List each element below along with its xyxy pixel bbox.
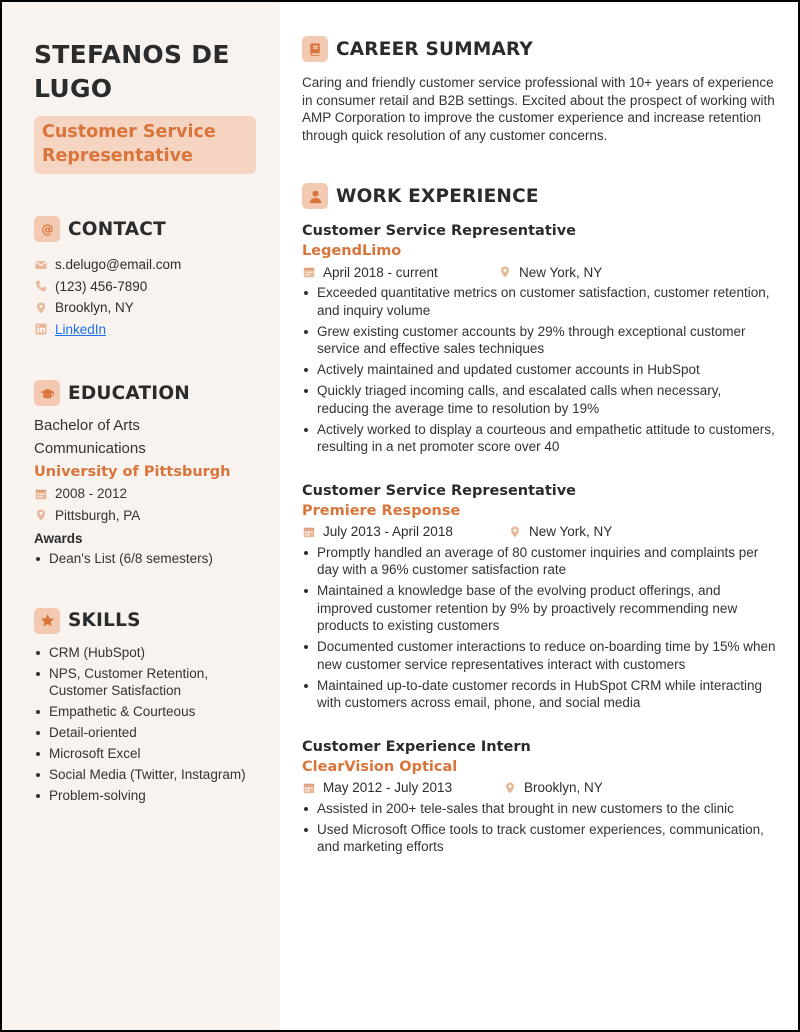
- job-title: Customer Service Representative: [302, 482, 577, 499]
- skill-item: Problem-solving: [34, 787, 258, 805]
- phone-text: (123) 456-7890: [55, 278, 148, 294]
- user-icon: [302, 183, 328, 209]
- awards-label: Awards: [34, 531, 83, 546]
- job-bullet: Maintained up-to-date customer records in HubSpot CRM while interacting with customers across email, phone, and social media: [302, 677, 776, 712]
- graduation-cap-icon: [34, 380, 60, 406]
- calendar-icon: [34, 487, 47, 500]
- job-dates: May 2012 - July 2013: [323, 780, 453, 795]
- name-line-1: STEFANOS DE: [34, 40, 230, 69]
- role-badge: [34, 116, 256, 174]
- job-title: Customer Experience Intern: [302, 738, 531, 755]
- award-item: Dean's List (6/8 semesters): [34, 550, 258, 568]
- map-pin-icon: [34, 509, 47, 522]
- job-location-text: New York, NY: [529, 524, 613, 539]
- job-company: LegendLimo: [302, 243, 402, 259]
- resume-page: [2, 2, 798, 1030]
- contact-email: [34, 254, 258, 276]
- job-meta: [302, 523, 776, 541]
- calendar-icon: [302, 781, 315, 794]
- degree-line-2: Communications: [34, 440, 146, 457]
- degree: [34, 414, 258, 460]
- summary-heading: [302, 36, 776, 62]
- linkedin-link[interactable]: LinkedIn: [55, 321, 107, 337]
- education-dates-text: 2008 - 2012: [55, 486, 128, 502]
- skills-title: SKILLS: [68, 610, 141, 631]
- job-dates: April 2018 - current: [323, 264, 438, 280]
- summary-text: Caring and friendly customer service professional with 10+ years of experience in consumer retail and B2B settings. Excited about the prospect of working with AMP Corporation to improve the customer experience and increase retention through quick resolution of any customer concerns.: [302, 75, 775, 143]
- job-bullets: [302, 544, 776, 712]
- jobs-list: [302, 223, 776, 856]
- phone-icon: [34, 280, 47, 293]
- skill-item: NPS, Customer Retention, Customer Satisfaction: [34, 665, 258, 700]
- job-dates: July 2013 - April 2018: [323, 524, 453, 539]
- contact-location: [34, 297, 258, 319]
- job-bullet: Quickly triaged incoming calls, and escalated calls when necessary, reducing the average time to resolution by 19%: [302, 382, 776, 417]
- job-title: Customer Service Representative: [302, 223, 577, 239]
- job-bullet: Grew existing customer accounts by 29% through exceptional customer service and effective sales techniques: [302, 323, 776, 358]
- skill-item: Microsoft Excel: [34, 745, 258, 763]
- job-bullet: Actively worked to display a courteous and empathetic attitude to customers, resulting in a net promoter score over 40: [302, 421, 776, 456]
- candidate-name: [34, 38, 258, 106]
- job-bullet: Promptly handled an average of 80 customer inquiries and complaints per day with a 96% customer satisfaction rate: [302, 544, 776, 579]
- skill-item: CRM (HubSpot): [34, 644, 258, 662]
- job-location: [498, 265, 602, 280]
- sidebar: [2, 2, 280, 1030]
- job-bullets: [302, 284, 776, 456]
- education-dates: [34, 483, 258, 505]
- work-title: WORK EXPERIENCE: [336, 185, 539, 207]
- job-meta: [302, 779, 776, 797]
- education-heading: [34, 380, 258, 406]
- contact-phone: [34, 276, 258, 298]
- skills-list: [34, 644, 258, 805]
- svg-text:@: @: [40, 222, 54, 237]
- job-company: ClearVision Optical: [302, 758, 458, 775]
- job-entry: [302, 739, 776, 856]
- school-name: University of Pittsburgh: [34, 464, 231, 480]
- skill-item: Detail-oriented: [34, 724, 258, 742]
- education-title: EDUCATION: [68, 382, 190, 404]
- job-location-text: Brooklyn, NY: [524, 780, 603, 795]
- contact-title: CONTACT: [68, 218, 166, 240]
- map-pin-icon: [508, 525, 521, 538]
- summary-title: CAREER SUMMARY: [336, 38, 534, 60]
- linkedin-icon: [34, 323, 47, 336]
- skill-item: Empathetic & Courteous: [34, 703, 258, 721]
- email-text: s.delugo@email.com: [55, 257, 182, 273]
- job-company: Premiere Response: [302, 502, 461, 519]
- job-location-text: New York, NY: [519, 264, 603, 280]
- skills-heading: [34, 608, 258, 634]
- education-location: [34, 505, 258, 527]
- contact-heading: [34, 216, 258, 242]
- map-pin-icon: [503, 781, 516, 794]
- job-location: [508, 524, 612, 539]
- job-bullet: Documented customer interactions to reduce on-boarding time by 15% when new customer service representatives interact with customers: [302, 638, 776, 673]
- contact-list: [34, 254, 258, 340]
- work-heading: [302, 183, 776, 209]
- awards-list: [34, 550, 258, 568]
- calendar-icon: [302, 525, 315, 538]
- envelope-icon: [34, 258, 47, 271]
- job-bullet: Actively maintained and updated customer accounts in HubSpot: [302, 361, 776, 379]
- job-bullet: Exceeded quantitative metrics on customer satisfaction, customer retention, and inquiry volume: [302, 284, 776, 319]
- job-bullet: Assisted in 200+ tele-sales that brought in new customers to the clinic: [302, 800, 776, 818]
- job-meta: [302, 263, 776, 281]
- contact-linkedin: [34, 319, 258, 341]
- role-line-1: Customer Service: [42, 122, 216, 142]
- job-bullets: [302, 800, 776, 856]
- education-location-text: Pittsburgh, PA: [55, 507, 141, 523]
- job-bullet: Used Microsoft Office tools to track customer experiences, communication, and marketing efforts: [302, 821, 776, 856]
- location-text: Brooklyn, NY: [55, 300, 134, 316]
- job-location: [503, 780, 603, 795]
- calendar-icon: [302, 266, 315, 279]
- book-icon: [302, 36, 328, 62]
- map-pin-icon: [498, 266, 511, 279]
- map-pin-icon: [34, 301, 47, 314]
- job-bullet: Maintained a knowledge base of the evolving product offerings, and improved customer retention by 9% by proactively recommending new products to existing customers: [302, 582, 776, 635]
- star-icon: [34, 608, 60, 634]
- job-entry: [302, 483, 776, 712]
- skill-item: Social Media (Twitter, Instagram): [34, 766, 258, 784]
- name-line-2: LUGO: [34, 74, 113, 103]
- job-entry: [302, 223, 776, 456]
- degree-line-1: Bachelor of Arts: [34, 417, 140, 434]
- role-line-2: Representative: [42, 146, 193, 166]
- at-sign-icon: [34, 216, 60, 242]
- main-column: [280, 2, 798, 1030]
